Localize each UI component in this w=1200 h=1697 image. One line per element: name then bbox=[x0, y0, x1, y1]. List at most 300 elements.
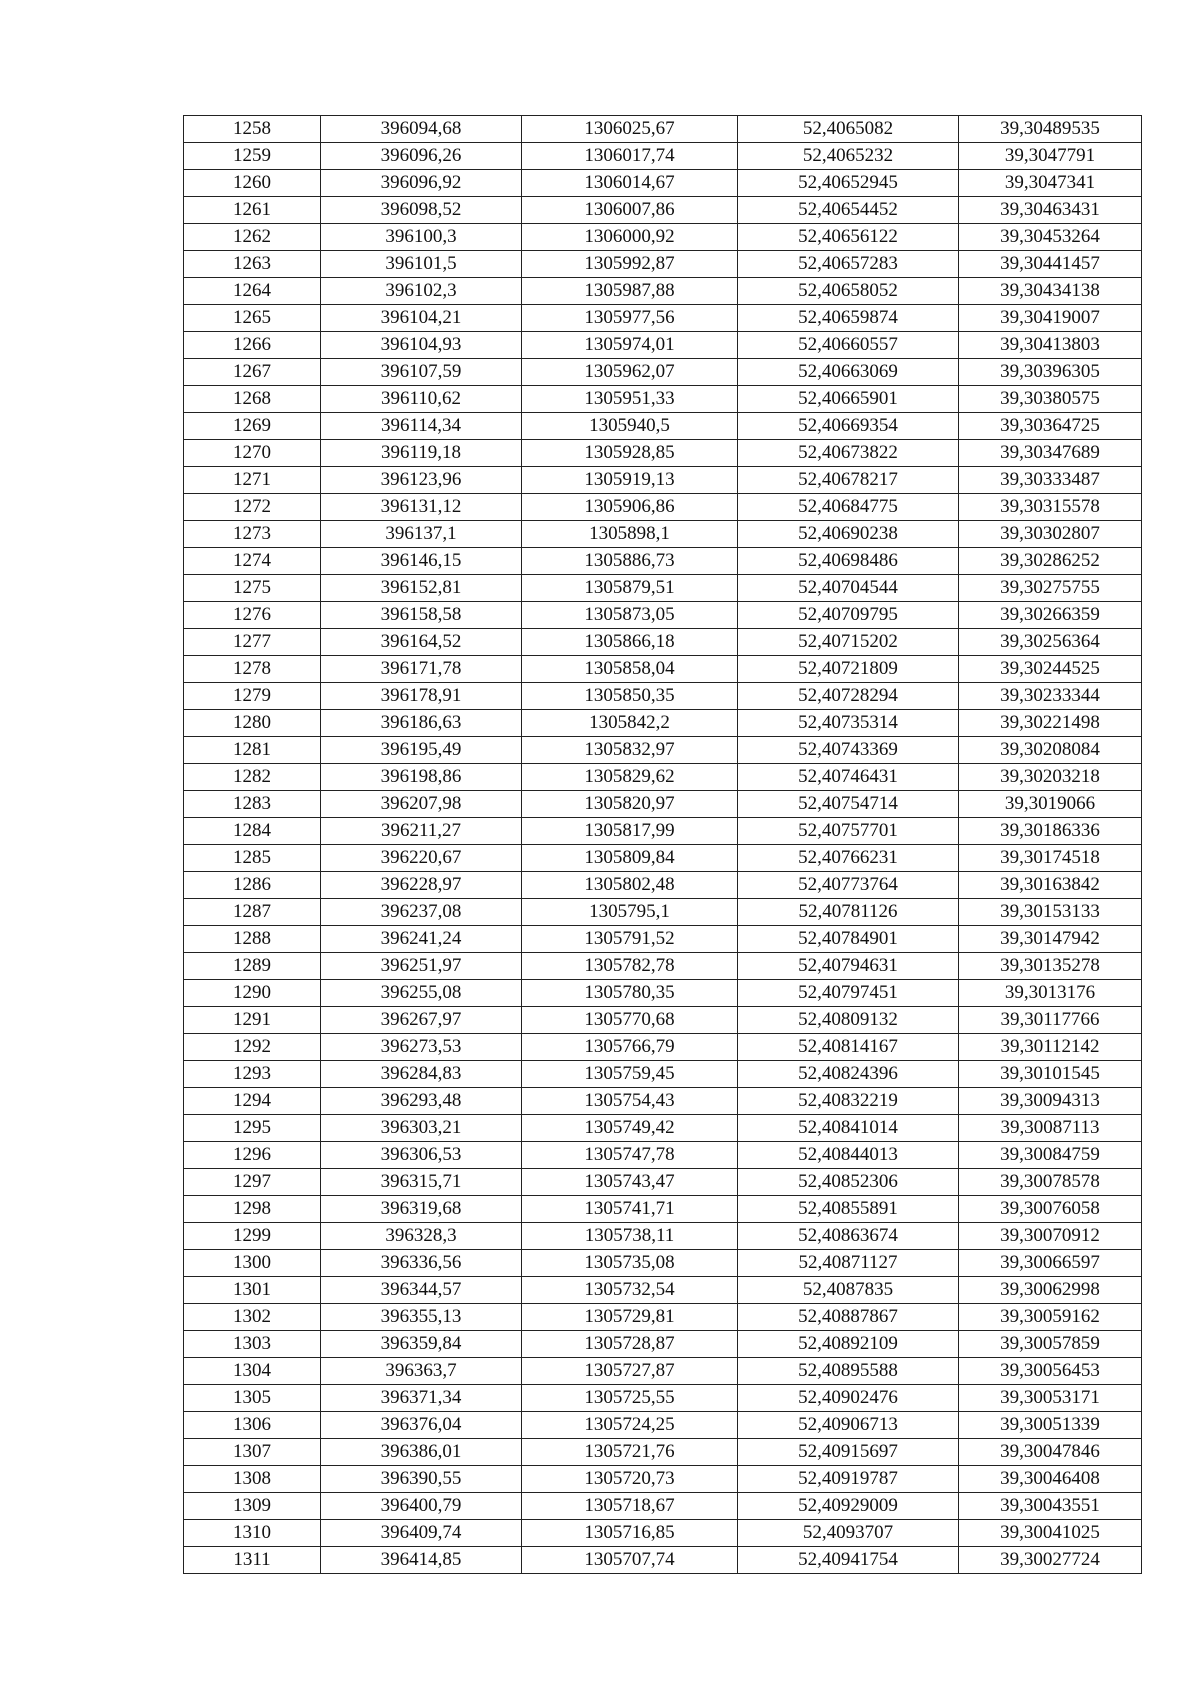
table-row bbox=[184, 818, 1142, 845]
table-row bbox=[184, 1439, 1142, 1466]
latitude-cell: 52,40663069 bbox=[738, 359, 959, 386]
table-row bbox=[184, 521, 1142, 548]
x-coordinate-cell: 396119,18 bbox=[321, 440, 522, 467]
point-number-cell: 1283 bbox=[184, 791, 321, 818]
table-row bbox=[184, 980, 1142, 1007]
point-number-cell: 1306 bbox=[184, 1412, 321, 1439]
longitude-cell: 39,30347689 bbox=[959, 440, 1142, 467]
table-row bbox=[184, 1466, 1142, 1493]
table-row bbox=[184, 332, 1142, 359]
latitude-cell: 52,40654452 bbox=[738, 197, 959, 224]
point-number-cell: 1308 bbox=[184, 1466, 321, 1493]
longitude-cell: 39,30315578 bbox=[959, 494, 1142, 521]
table-row bbox=[184, 1007, 1142, 1034]
table-row bbox=[184, 170, 1142, 197]
longitude-cell: 39,30434138 bbox=[959, 278, 1142, 305]
y-coordinate-cell: 1305802,48 bbox=[522, 872, 738, 899]
y-coordinate-cell: 1305729,81 bbox=[522, 1304, 738, 1331]
y-coordinate-cell: 1305951,33 bbox=[522, 386, 738, 413]
x-coordinate-cell: 396400,79 bbox=[321, 1493, 522, 1520]
longitude-cell: 39,30463431 bbox=[959, 197, 1142, 224]
longitude-cell: 39,30070912 bbox=[959, 1223, 1142, 1250]
latitude-cell: 52,40832219 bbox=[738, 1088, 959, 1115]
x-coordinate-cell: 396207,98 bbox=[321, 791, 522, 818]
latitude-cell: 52,40941754 bbox=[738, 1547, 959, 1574]
latitude-cell: 52,40757701 bbox=[738, 818, 959, 845]
point-number-cell: 1279 bbox=[184, 683, 321, 710]
longitude-cell: 39,30186336 bbox=[959, 818, 1142, 845]
latitude-cell: 52,40690238 bbox=[738, 521, 959, 548]
longitude-cell: 39,3047791 bbox=[959, 143, 1142, 170]
coordinates-table-body bbox=[184, 116, 1142, 1574]
x-coordinate-cell: 396178,91 bbox=[321, 683, 522, 710]
latitude-cell: 52,40809132 bbox=[738, 1007, 959, 1034]
table-row bbox=[184, 602, 1142, 629]
y-coordinate-cell: 1305974,01 bbox=[522, 332, 738, 359]
y-coordinate-cell: 1305749,42 bbox=[522, 1115, 738, 1142]
longitude-cell: 39,30053171 bbox=[959, 1385, 1142, 1412]
point-number-cell: 1292 bbox=[184, 1034, 321, 1061]
table-row bbox=[184, 494, 1142, 521]
latitude-cell: 52,40766231 bbox=[738, 845, 959, 872]
x-coordinate-cell: 396220,67 bbox=[321, 845, 522, 872]
table-row bbox=[184, 926, 1142, 953]
table-row bbox=[184, 791, 1142, 818]
x-coordinate-cell: 396123,96 bbox=[321, 467, 522, 494]
longitude-cell: 39,30059162 bbox=[959, 1304, 1142, 1331]
x-coordinate-cell: 396363,7 bbox=[321, 1358, 522, 1385]
table-row bbox=[184, 845, 1142, 872]
table-row bbox=[184, 1142, 1142, 1169]
table-row bbox=[184, 1223, 1142, 1250]
y-coordinate-cell: 1305718,67 bbox=[522, 1493, 738, 1520]
table-row bbox=[184, 143, 1142, 170]
longitude-cell: 39,30051339 bbox=[959, 1412, 1142, 1439]
y-coordinate-cell: 1305898,1 bbox=[522, 521, 738, 548]
y-coordinate-cell: 1305725,55 bbox=[522, 1385, 738, 1412]
longitude-cell: 39,3019066 bbox=[959, 791, 1142, 818]
point-number-cell: 1281 bbox=[184, 737, 321, 764]
table-row bbox=[184, 1493, 1142, 1520]
point-number-cell: 1290 bbox=[184, 980, 321, 1007]
x-coordinate-cell: 396164,52 bbox=[321, 629, 522, 656]
longitude-cell: 39,30203218 bbox=[959, 764, 1142, 791]
latitude-cell: 52,40773764 bbox=[738, 872, 959, 899]
x-coordinate-cell: 396158,58 bbox=[321, 602, 522, 629]
y-coordinate-cell: 1306000,92 bbox=[522, 224, 738, 251]
latitude-cell: 52,40824396 bbox=[738, 1061, 959, 1088]
longitude-cell: 39,30208084 bbox=[959, 737, 1142, 764]
table-row bbox=[184, 467, 1142, 494]
y-coordinate-cell: 1305928,85 bbox=[522, 440, 738, 467]
latitude-cell: 52,40855891 bbox=[738, 1196, 959, 1223]
longitude-cell: 39,30057859 bbox=[959, 1331, 1142, 1358]
longitude-cell: 39,30066597 bbox=[959, 1250, 1142, 1277]
point-number-cell: 1277 bbox=[184, 629, 321, 656]
point-number-cell: 1294 bbox=[184, 1088, 321, 1115]
longitude-cell: 39,30041025 bbox=[959, 1520, 1142, 1547]
x-coordinate-cell: 396131,12 bbox=[321, 494, 522, 521]
latitude-cell: 52,40652945 bbox=[738, 170, 959, 197]
table-row bbox=[184, 953, 1142, 980]
table-row bbox=[184, 224, 1142, 251]
table-row bbox=[184, 1088, 1142, 1115]
y-coordinate-cell: 1305747,78 bbox=[522, 1142, 738, 1169]
point-number-cell: 1272 bbox=[184, 494, 321, 521]
table-row bbox=[184, 764, 1142, 791]
x-coordinate-cell: 396251,97 bbox=[321, 953, 522, 980]
table-row bbox=[184, 1061, 1142, 1088]
x-coordinate-cell: 396198,86 bbox=[321, 764, 522, 791]
latitude-cell: 52,40746431 bbox=[738, 764, 959, 791]
longitude-cell: 39,30135278 bbox=[959, 953, 1142, 980]
x-coordinate-cell: 396241,24 bbox=[321, 926, 522, 953]
point-number-cell: 1311 bbox=[184, 1547, 321, 1574]
latitude-cell: 52,40892109 bbox=[738, 1331, 959, 1358]
point-number-cell: 1302 bbox=[184, 1304, 321, 1331]
latitude-cell: 52,40665901 bbox=[738, 386, 959, 413]
latitude-cell: 52,40887867 bbox=[738, 1304, 959, 1331]
longitude-cell: 39,30147942 bbox=[959, 926, 1142, 953]
longitude-cell: 39,30302807 bbox=[959, 521, 1142, 548]
x-coordinate-cell: 396284,83 bbox=[321, 1061, 522, 1088]
latitude-cell: 52,40915697 bbox=[738, 1439, 959, 1466]
y-coordinate-cell: 1305721,76 bbox=[522, 1439, 738, 1466]
latitude-cell: 52,40797451 bbox=[738, 980, 959, 1007]
longitude-cell: 39,30275755 bbox=[959, 575, 1142, 602]
table-row bbox=[184, 1547, 1142, 1574]
latitude-cell: 52,40841014 bbox=[738, 1115, 959, 1142]
x-coordinate-cell: 396344,57 bbox=[321, 1277, 522, 1304]
x-coordinate-cell: 396137,1 bbox=[321, 521, 522, 548]
latitude-cell: 52,40919787 bbox=[738, 1466, 959, 1493]
point-number-cell: 1263 bbox=[184, 251, 321, 278]
point-number-cell: 1300 bbox=[184, 1250, 321, 1277]
y-coordinate-cell: 1305992,87 bbox=[522, 251, 738, 278]
point-number-cell: 1296 bbox=[184, 1142, 321, 1169]
point-number-cell: 1267 bbox=[184, 359, 321, 386]
x-coordinate-cell: 396104,93 bbox=[321, 332, 522, 359]
latitude-cell: 52,40871127 bbox=[738, 1250, 959, 1277]
y-coordinate-cell: 1305732,54 bbox=[522, 1277, 738, 1304]
x-coordinate-cell: 396355,13 bbox=[321, 1304, 522, 1331]
y-coordinate-cell: 1305842,2 bbox=[522, 710, 738, 737]
x-coordinate-cell: 396315,71 bbox=[321, 1169, 522, 1196]
point-number-cell: 1289 bbox=[184, 953, 321, 980]
y-coordinate-cell: 1305850,35 bbox=[522, 683, 738, 710]
y-coordinate-cell: 1305977,56 bbox=[522, 305, 738, 332]
longitude-cell: 39,30062998 bbox=[959, 1277, 1142, 1304]
table-row bbox=[184, 386, 1142, 413]
latitude-cell: 52,4065232 bbox=[738, 143, 959, 170]
x-coordinate-cell: 396328,3 bbox=[321, 1223, 522, 1250]
point-number-cell: 1265 bbox=[184, 305, 321, 332]
latitude-cell: 52,40659874 bbox=[738, 305, 959, 332]
x-coordinate-cell: 396096,26 bbox=[321, 143, 522, 170]
point-number-cell: 1259 bbox=[184, 143, 321, 170]
x-coordinate-cell: 396110,62 bbox=[321, 386, 522, 413]
point-number-cell: 1275 bbox=[184, 575, 321, 602]
point-number-cell: 1278 bbox=[184, 656, 321, 683]
x-coordinate-cell: 396098,52 bbox=[321, 197, 522, 224]
latitude-cell: 52,40781126 bbox=[738, 899, 959, 926]
y-coordinate-cell: 1305795,1 bbox=[522, 899, 738, 926]
point-number-cell: 1297 bbox=[184, 1169, 321, 1196]
x-coordinate-cell: 396101,5 bbox=[321, 251, 522, 278]
longitude-cell: 39,30027724 bbox=[959, 1547, 1142, 1574]
longitude-cell: 39,30056453 bbox=[959, 1358, 1142, 1385]
point-number-cell: 1288 bbox=[184, 926, 321, 953]
y-coordinate-cell: 1305743,47 bbox=[522, 1169, 738, 1196]
x-coordinate-cell: 396152,81 bbox=[321, 575, 522, 602]
table-row bbox=[184, 872, 1142, 899]
point-number-cell: 1276 bbox=[184, 602, 321, 629]
point-number-cell: 1285 bbox=[184, 845, 321, 872]
coordinates-table bbox=[183, 115, 1142, 1574]
longitude-cell: 39,30256364 bbox=[959, 629, 1142, 656]
x-coordinate-cell: 396273,53 bbox=[321, 1034, 522, 1061]
longitude-cell: 39,30043551 bbox=[959, 1493, 1142, 1520]
point-number-cell: 1298 bbox=[184, 1196, 321, 1223]
longitude-cell: 39,30266359 bbox=[959, 602, 1142, 629]
latitude-cell: 52,40656122 bbox=[738, 224, 959, 251]
x-coordinate-cell: 396237,08 bbox=[321, 899, 522, 926]
point-number-cell: 1303 bbox=[184, 1331, 321, 1358]
point-number-cell: 1280 bbox=[184, 710, 321, 737]
latitude-cell: 52,40704544 bbox=[738, 575, 959, 602]
y-coordinate-cell: 1306025,67 bbox=[522, 116, 738, 143]
table-row bbox=[184, 1520, 1142, 1547]
point-number-cell: 1287 bbox=[184, 899, 321, 926]
latitude-cell: 52,40657283 bbox=[738, 251, 959, 278]
point-number-cell: 1310 bbox=[184, 1520, 321, 1547]
y-coordinate-cell: 1305766,79 bbox=[522, 1034, 738, 1061]
table-row bbox=[184, 197, 1142, 224]
x-coordinate-cell: 396195,49 bbox=[321, 737, 522, 764]
y-coordinate-cell: 1305770,68 bbox=[522, 1007, 738, 1034]
longitude-cell: 39,30489535 bbox=[959, 116, 1142, 143]
y-coordinate-cell: 1305791,52 bbox=[522, 926, 738, 953]
latitude-cell: 52,4065082 bbox=[738, 116, 959, 143]
table-row bbox=[184, 1277, 1142, 1304]
x-coordinate-cell: 396319,68 bbox=[321, 1196, 522, 1223]
longitude-cell: 39,30153133 bbox=[959, 899, 1142, 926]
table-row bbox=[184, 548, 1142, 575]
x-coordinate-cell: 396146,15 bbox=[321, 548, 522, 575]
longitude-cell: 39,30076058 bbox=[959, 1196, 1142, 1223]
y-coordinate-cell: 1305716,85 bbox=[522, 1520, 738, 1547]
table-row bbox=[184, 656, 1142, 683]
longitude-cell: 39,30112142 bbox=[959, 1034, 1142, 1061]
latitude-cell: 52,40902476 bbox=[738, 1385, 959, 1412]
longitude-cell: 39,30413803 bbox=[959, 332, 1142, 359]
table-row bbox=[184, 278, 1142, 305]
table-row bbox=[184, 359, 1142, 386]
table-row bbox=[184, 1412, 1142, 1439]
y-coordinate-cell: 1305809,84 bbox=[522, 845, 738, 872]
x-coordinate-cell: 396102,3 bbox=[321, 278, 522, 305]
latitude-cell: 52,40754714 bbox=[738, 791, 959, 818]
longitude-cell: 39,30453264 bbox=[959, 224, 1142, 251]
y-coordinate-cell: 1305866,18 bbox=[522, 629, 738, 656]
latitude-cell: 52,40895588 bbox=[738, 1358, 959, 1385]
latitude-cell: 52,40844013 bbox=[738, 1142, 959, 1169]
table-row bbox=[184, 1169, 1142, 1196]
y-coordinate-cell: 1305832,97 bbox=[522, 737, 738, 764]
latitude-cell: 52,40709795 bbox=[738, 602, 959, 629]
point-number-cell: 1282 bbox=[184, 764, 321, 791]
x-coordinate-cell: 396171,78 bbox=[321, 656, 522, 683]
table-row bbox=[184, 1115, 1142, 1142]
table-row bbox=[184, 1250, 1142, 1277]
x-coordinate-cell: 396186,63 bbox=[321, 710, 522, 737]
point-number-cell: 1305 bbox=[184, 1385, 321, 1412]
y-coordinate-cell: 1305820,97 bbox=[522, 791, 738, 818]
x-coordinate-cell: 396255,08 bbox=[321, 980, 522, 1007]
y-coordinate-cell: 1305727,87 bbox=[522, 1358, 738, 1385]
latitude-cell: 52,40684775 bbox=[738, 494, 959, 521]
y-coordinate-cell: 1305780,35 bbox=[522, 980, 738, 1007]
longitude-cell: 39,30046408 bbox=[959, 1466, 1142, 1493]
point-number-cell: 1270 bbox=[184, 440, 321, 467]
table-row bbox=[184, 1304, 1142, 1331]
latitude-cell: 52,40784901 bbox=[738, 926, 959, 953]
y-coordinate-cell: 1305886,73 bbox=[522, 548, 738, 575]
x-coordinate-cell: 396376,04 bbox=[321, 1412, 522, 1439]
x-coordinate-cell: 396414,85 bbox=[321, 1547, 522, 1574]
latitude-cell: 52,40660557 bbox=[738, 332, 959, 359]
longitude-cell: 39,30396305 bbox=[959, 359, 1142, 386]
longitude-cell: 39,30163842 bbox=[959, 872, 1142, 899]
y-coordinate-cell: 1305858,04 bbox=[522, 656, 738, 683]
longitude-cell: 39,3013176 bbox=[959, 980, 1142, 1007]
longitude-cell: 39,30078578 bbox=[959, 1169, 1142, 1196]
longitude-cell: 39,30441457 bbox=[959, 251, 1142, 278]
longitude-cell: 39,30333487 bbox=[959, 467, 1142, 494]
point-number-cell: 1293 bbox=[184, 1061, 321, 1088]
longitude-cell: 39,30047846 bbox=[959, 1439, 1142, 1466]
table-row bbox=[184, 710, 1142, 737]
latitude-cell: 52,40715202 bbox=[738, 629, 959, 656]
y-coordinate-cell: 1305817,99 bbox=[522, 818, 738, 845]
point-number-cell: 1260 bbox=[184, 170, 321, 197]
y-coordinate-cell: 1305724,25 bbox=[522, 1412, 738, 1439]
table-row bbox=[184, 1331, 1142, 1358]
point-number-cell: 1284 bbox=[184, 818, 321, 845]
table-row bbox=[184, 440, 1142, 467]
x-coordinate-cell: 396293,48 bbox=[321, 1088, 522, 1115]
table-row bbox=[184, 737, 1142, 764]
latitude-cell: 52,40728294 bbox=[738, 683, 959, 710]
point-number-cell: 1286 bbox=[184, 872, 321, 899]
latitude-cell: 52,40743369 bbox=[738, 737, 959, 764]
x-coordinate-cell: 396114,34 bbox=[321, 413, 522, 440]
latitude-cell: 52,40794631 bbox=[738, 953, 959, 980]
table-row bbox=[184, 1385, 1142, 1412]
longitude-cell: 39,30094313 bbox=[959, 1088, 1142, 1115]
y-coordinate-cell: 1305735,08 bbox=[522, 1250, 738, 1277]
latitude-cell: 52,40814167 bbox=[738, 1034, 959, 1061]
point-number-cell: 1299 bbox=[184, 1223, 321, 1250]
longitude-cell: 39,30221498 bbox=[959, 710, 1142, 737]
y-coordinate-cell: 1305754,43 bbox=[522, 1088, 738, 1115]
longitude-cell: 39,30084759 bbox=[959, 1142, 1142, 1169]
point-number-cell: 1295 bbox=[184, 1115, 321, 1142]
latitude-cell: 52,40863674 bbox=[738, 1223, 959, 1250]
longitude-cell: 39,30364725 bbox=[959, 413, 1142, 440]
x-coordinate-cell: 396306,53 bbox=[321, 1142, 522, 1169]
x-coordinate-cell: 396211,27 bbox=[321, 818, 522, 845]
x-coordinate-cell: 396267,97 bbox=[321, 1007, 522, 1034]
longitude-cell: 39,30380575 bbox=[959, 386, 1142, 413]
x-coordinate-cell: 396390,55 bbox=[321, 1466, 522, 1493]
point-number-cell: 1304 bbox=[184, 1358, 321, 1385]
y-coordinate-cell: 1306007,86 bbox=[522, 197, 738, 224]
y-coordinate-cell: 1305873,05 bbox=[522, 602, 738, 629]
x-coordinate-cell: 396303,21 bbox=[321, 1115, 522, 1142]
table-row bbox=[184, 629, 1142, 656]
y-coordinate-cell: 1305741,71 bbox=[522, 1196, 738, 1223]
x-coordinate-cell: 396228,97 bbox=[321, 872, 522, 899]
y-coordinate-cell: 1305906,86 bbox=[522, 494, 738, 521]
longitude-cell: 39,30117766 bbox=[959, 1007, 1142, 1034]
point-number-cell: 1266 bbox=[184, 332, 321, 359]
table-row bbox=[184, 899, 1142, 926]
x-coordinate-cell: 396371,34 bbox=[321, 1385, 522, 1412]
point-number-cell: 1262 bbox=[184, 224, 321, 251]
table-row bbox=[184, 305, 1142, 332]
y-coordinate-cell: 1305919,13 bbox=[522, 467, 738, 494]
y-coordinate-cell: 1305879,51 bbox=[522, 575, 738, 602]
point-number-cell: 1309 bbox=[184, 1493, 321, 1520]
y-coordinate-cell: 1305759,45 bbox=[522, 1061, 738, 1088]
longitude-cell: 39,30101545 bbox=[959, 1061, 1142, 1088]
y-coordinate-cell: 1305987,88 bbox=[522, 278, 738, 305]
point-number-cell: 1264 bbox=[184, 278, 321, 305]
y-coordinate-cell: 1305720,73 bbox=[522, 1466, 738, 1493]
x-coordinate-cell: 396409,74 bbox=[321, 1520, 522, 1547]
y-coordinate-cell: 1305940,5 bbox=[522, 413, 738, 440]
longitude-cell: 39,30087113 bbox=[959, 1115, 1142, 1142]
y-coordinate-cell: 1305728,87 bbox=[522, 1331, 738, 1358]
latitude-cell: 52,40929009 bbox=[738, 1493, 959, 1520]
table-row bbox=[184, 1196, 1142, 1223]
y-coordinate-cell: 1306014,67 bbox=[522, 170, 738, 197]
y-coordinate-cell: 1305829,62 bbox=[522, 764, 738, 791]
table-row bbox=[184, 116, 1142, 143]
x-coordinate-cell: 396096,92 bbox=[321, 170, 522, 197]
latitude-cell: 52,4093707 bbox=[738, 1520, 959, 1547]
y-coordinate-cell: 1305738,11 bbox=[522, 1223, 738, 1250]
longitude-cell: 39,3047341 bbox=[959, 170, 1142, 197]
longitude-cell: 39,30174518 bbox=[959, 845, 1142, 872]
x-coordinate-cell: 396104,21 bbox=[321, 305, 522, 332]
x-coordinate-cell: 396336,56 bbox=[321, 1250, 522, 1277]
y-coordinate-cell: 1305782,78 bbox=[522, 953, 738, 980]
y-coordinate-cell: 1306017,74 bbox=[522, 143, 738, 170]
latitude-cell: 52,40735314 bbox=[738, 710, 959, 737]
table-row bbox=[184, 1358, 1142, 1385]
point-number-cell: 1291 bbox=[184, 1007, 321, 1034]
table-row bbox=[184, 1034, 1142, 1061]
point-number-cell: 1273 bbox=[184, 521, 321, 548]
point-number-cell: 1307 bbox=[184, 1439, 321, 1466]
table-row bbox=[184, 251, 1142, 278]
latitude-cell: 52,40673822 bbox=[738, 440, 959, 467]
longitude-cell: 39,30419007 bbox=[959, 305, 1142, 332]
latitude-cell: 52,40669354 bbox=[738, 413, 959, 440]
latitude-cell: 52,40852306 bbox=[738, 1169, 959, 1196]
